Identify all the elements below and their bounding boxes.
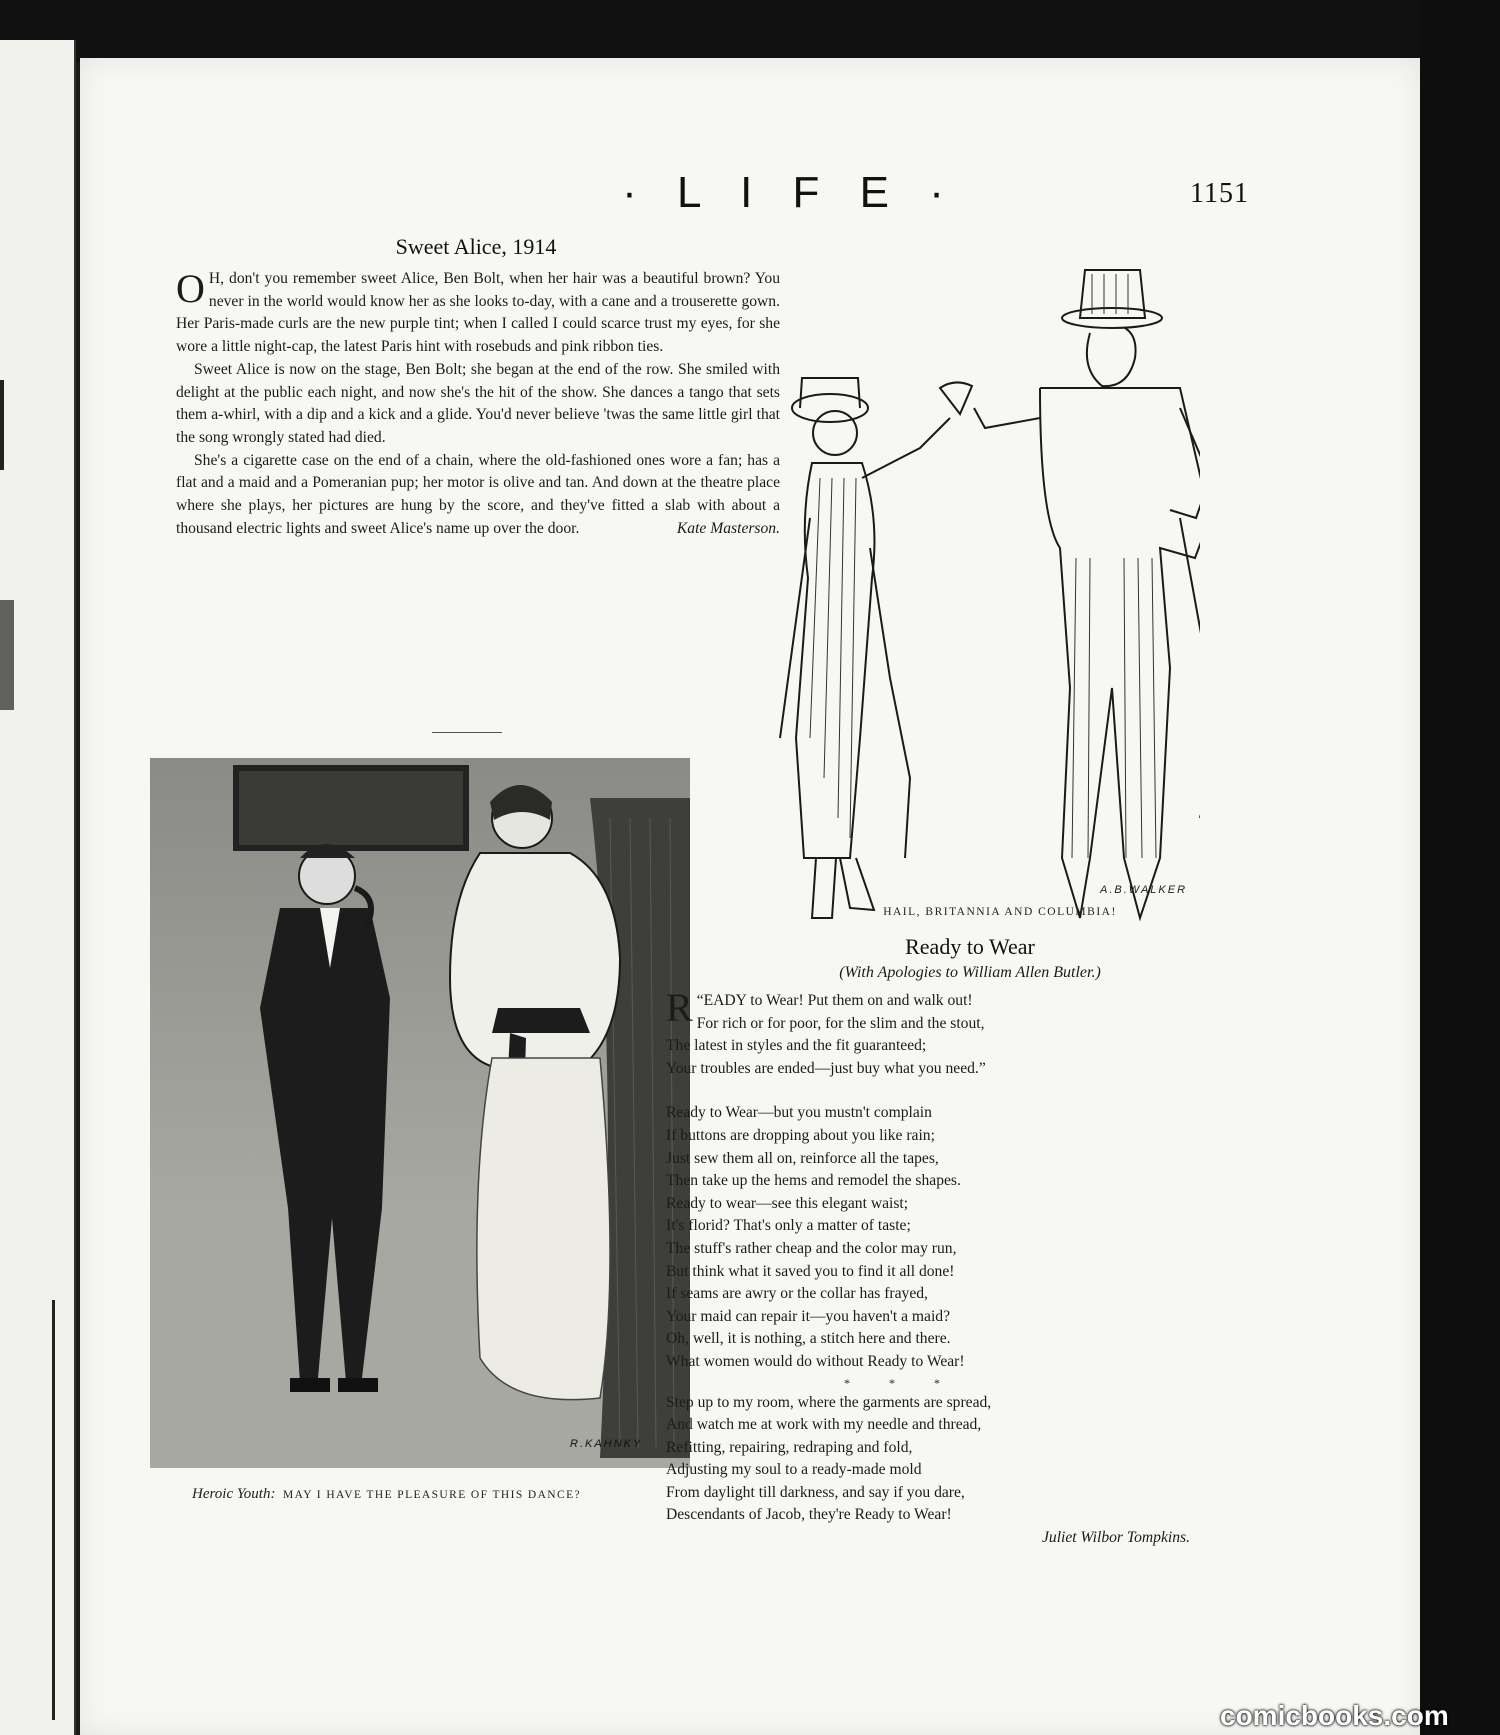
- illustration-heroic-youth: [150, 758, 690, 1468]
- scan-right-border: [1420, 0, 1500, 1735]
- adjacent-page-mark: [0, 380, 4, 470]
- poem-line: Oh, well, it is nothing, a stitch here and there.: [666, 1330, 951, 1348]
- stanza: [666, 1392, 1196, 1528]
- article-subtitle: (With Apologies to William Allen Butler.): [839, 964, 1101, 981]
- poem-line: Your troubles are ended—just buy what you need.”: [666, 1059, 986, 1077]
- watermark: comicbooks.com: [1220, 1700, 1449, 1731]
- article-title-ready-to-wear: Ready to Wear: [905, 934, 1035, 959]
- stanza: [666, 985, 1196, 1080]
- caption-text: MAY I HAVE THE PLEASURE OF THIS DANCE?: [282, 1489, 582, 1501]
- poem-line: But think what it saved you to find it all done!: [666, 1262, 955, 1280]
- adjacent-page-mark: [0, 600, 14, 710]
- author-byline: Juliet Wilbor Tompkins.: [1041, 1529, 1190, 1547]
- article-body-sweet-alice: [176, 268, 780, 540]
- dropcap: O: [176, 266, 205, 311]
- poem-line: The latest in styles and the fit guaranteed;: [666, 1037, 927, 1055]
- poem-line: Ready to Wear—but you mustn't complain: [666, 1104, 932, 1122]
- page-number: 1151: [1190, 178, 1249, 209]
- poem-line: It's florid? That's only a matter of taste;: [666, 1217, 911, 1235]
- scan-top-border: [0, 0, 1500, 62]
- caption-speaker: Heroic Youth:: [192, 1486, 276, 1502]
- illustration-signature: A.B.WALKER: [1100, 884, 1188, 896]
- divider: [432, 732, 502, 733]
- stanza: [666, 1102, 1196, 1373]
- poem-line: Descendants of Jacob, they're Ready to Wear!: [666, 1506, 952, 1524]
- article-title-sweet-alice: Sweet Alice, 1914: [395, 234, 557, 259]
- poem-line: Adjusting my soul to a ready-made mold: [666, 1461, 922, 1479]
- poem-line: From daylight till darkness, and say if you dare,: [666, 1483, 965, 1501]
- poem-line: The stuff's rather cheap and the color may run,: [666, 1239, 957, 1257]
- poem-line-text: EADY to Wear! Put them on and walk out!: [703, 992, 973, 1009]
- illustration-caption: [192, 1486, 581, 1503]
- paragraph: H, don't you remember sweet Alice, Ben Bolt, when her hair was a beautiful brown? You never in the world would know her as she looks to-day, with a cane and a trouserette gown. Her Paris-made curls are the new purple tint; when I called I could scarce trust my eyes, for she wore a little night-cap, the latest Paris hint with rosebuds and pink ribbon ties.: [176, 270, 780, 356]
- poem-line: Just sew them all on, reinforce all the tapes,: [666, 1149, 939, 1167]
- poem-line: Refitting, repairing, redraping and fold,: [666, 1438, 913, 1456]
- adjacent-page-edge: [0, 40, 76, 1735]
- poem-line: And watch me at work with my needle and thread,: [666, 1416, 982, 1434]
- poem-line: For rich or for poor, for the slim and the stout,: [696, 1014, 985, 1032]
- magazine-page: [80, 58, 1420, 1735]
- poem-line: Ready to wear—see this elegant waist;: [666, 1194, 909, 1212]
- adjacent-page-mark: [52, 1300, 55, 1720]
- paragraph: Sweet Alice is now on the stage, Ben Bolt; she began at the end of the row. She smiled with delight at the public each night, and now she's the hit of the show. She dances a tango that sets them a-whirl, with a dip and a kick and a glide. You'd never believe 'twas the same little girl that the song wrongly stated had died.: [176, 360, 780, 446]
- illustration-signature: R.KAHNKY: [570, 1438, 643, 1450]
- poem-line: If buttons are dropping about you like rain;: [666, 1126, 935, 1144]
- illustration-britannia-columbia: [740, 218, 1200, 938]
- poem-line: If seams are awry or the collar has frayed,: [666, 1285, 928, 1303]
- poem-line: Step up to my room, where the garments are spread,: [666, 1393, 992, 1411]
- masthead: · L I F E ·: [622, 168, 958, 217]
- illustration-caption: HAIL, BRITANNIA AND COLUMBIA!: [883, 906, 1117, 918]
- open-quote: “: [696, 992, 704, 1009]
- paragraph: She's a cigarette case on the end of a chain, where the old-fashioned ones wore a fan; has a flat and a maid and a Pomeranian pup; her motor is olive and tan. And down at the theatre place where she plays, her pictures are hung by the score, and they've fitted a slab with about a thousand electric lights and sweet Alice's name up over the door.: [176, 451, 780, 537]
- section-stars: * * *: [844, 1375, 958, 1390]
- poem-line: What women would do without Ready to Wear!: [666, 1352, 965, 1370]
- poem-ready-to-wear: [666, 985, 1196, 1550]
- dropcap: R: [666, 985, 693, 1030]
- poem-line: Your maid can repair it—you haven't a maid?: [666, 1307, 950, 1325]
- poem-line: Then take up the hems and remodel the shapes.: [666, 1172, 961, 1190]
- author-byline: Kate Masterson.: [676, 519, 780, 537]
